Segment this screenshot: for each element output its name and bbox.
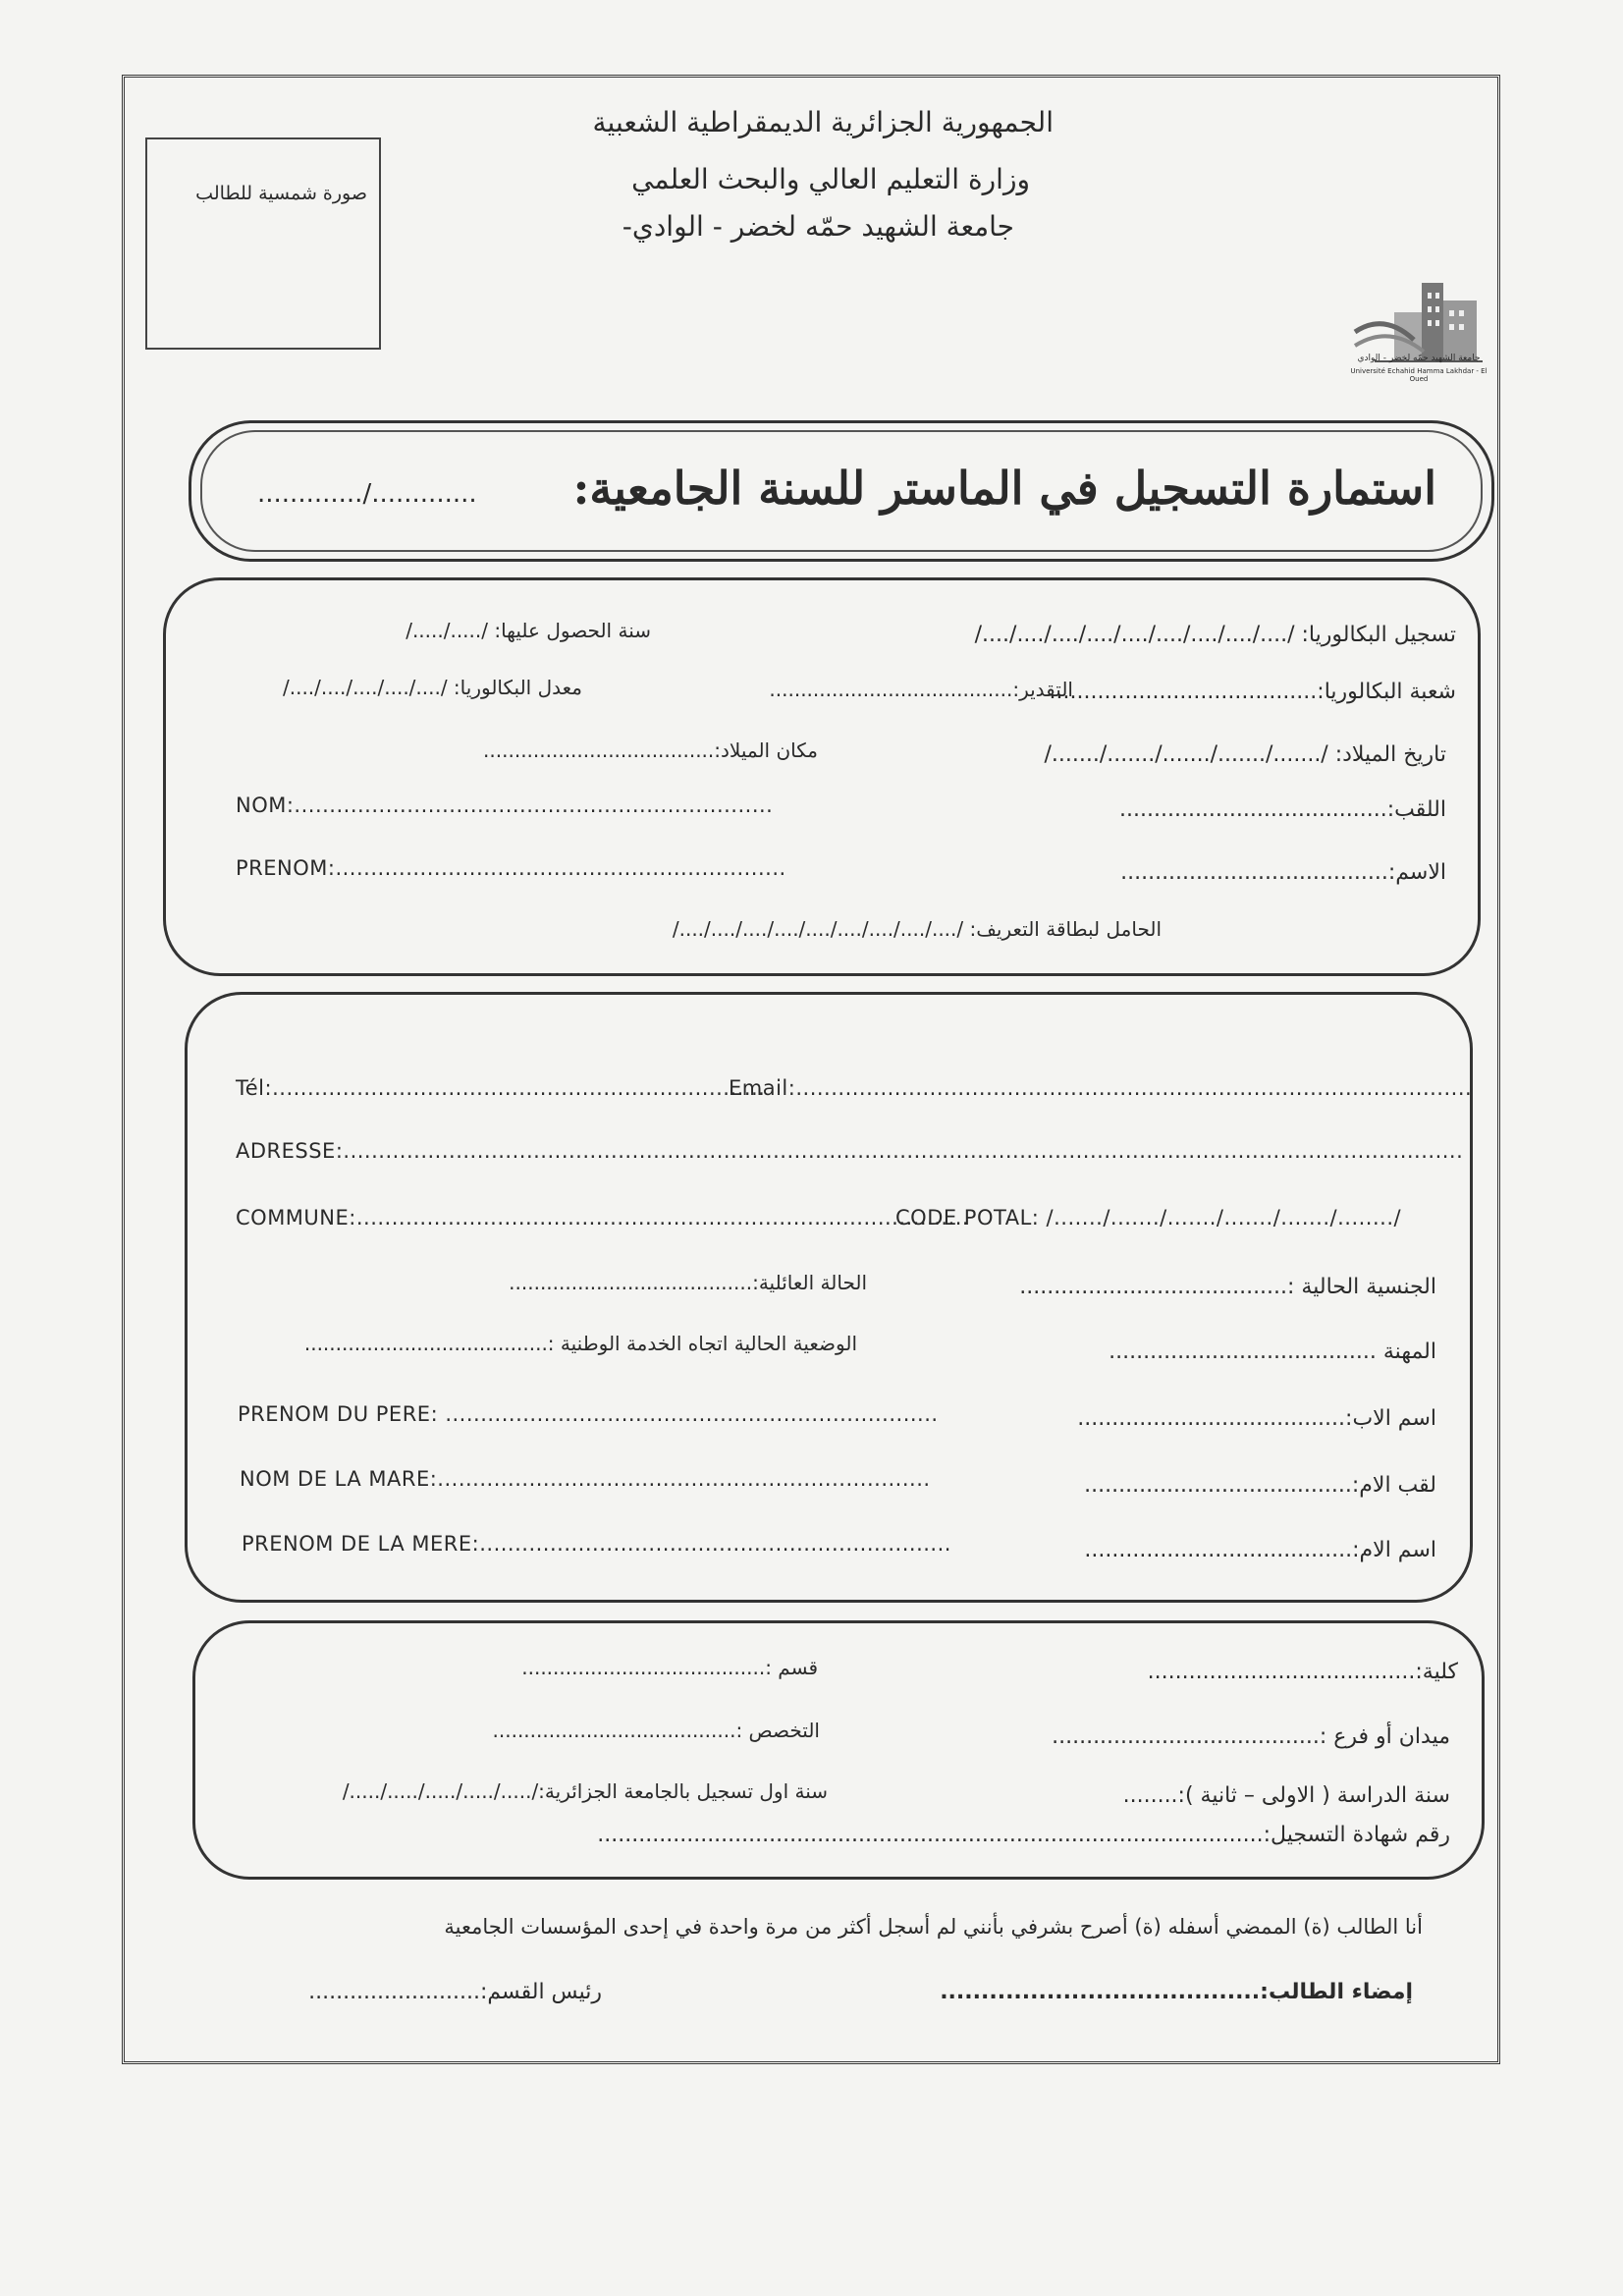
postal-code-field[interactable]: CODE POTAL: /......./......./......./......./......./......../ xyxy=(895,1206,1402,1230)
address-field[interactable]: ADRESSE:............................................................................................................................................................... xyxy=(236,1139,1464,1163)
mother-surname-ar-field[interactable]: لقب الام:....................................... xyxy=(1084,1473,1436,1498)
header-university: جامعة الشهيد حمّه لخضر - الوادي- xyxy=(622,210,1014,243)
form-title: استمارة التسجيل في الماستر للسنة الجامعية: xyxy=(572,462,1436,515)
bac-stream-field[interactable]: شعبة البكالوريا:....................................... xyxy=(1049,680,1456,704)
first-registration-field[interactable]: سنة اول تسجيل بالجامعة الجزائرية:/...../...../...../...../...../ xyxy=(342,1779,828,1803)
honor-declaration: أنا الطالب (ة) الممضي أسفله (ة) أصرح بشرفي بأنني لم أسجل أكثر من مرة واحدة في إحدى المؤسسات الجامعية xyxy=(444,1915,1423,1939)
year-obtained-field[interactable]: سنة الحصول عليها: /...../...../ xyxy=(406,619,651,642)
email-field[interactable]: Email:................................................................................................ xyxy=(729,1076,1473,1100)
mother-name-fr-field[interactable]: PRENOM DE LA MERE:................................................................... xyxy=(242,1532,951,1556)
academic-year-field[interactable]: ............./............. xyxy=(257,479,477,509)
certificate-number-field[interactable]: رقم شهادة التسجيل:................................................................................................. xyxy=(597,1823,1450,1847)
birth-date-field[interactable]: تاريخ الميلاد: /......./......./......./......./......./ xyxy=(1044,742,1446,767)
student-signature-field[interactable]: إمضاء الطالب:....................................... xyxy=(940,1980,1413,2004)
firstname-ar-field[interactable]: الاسم:....................................... xyxy=(1120,860,1446,885)
tel-field[interactable]: Tél:...................................................................... xyxy=(236,1076,766,1100)
profession-field[interactable]: المهنة ....................................... xyxy=(1109,1339,1436,1364)
department-field[interactable]: قسم :....................................... xyxy=(521,1656,818,1679)
specialty-field[interactable]: التخصص :....................................... xyxy=(492,1719,820,1742)
father-name-fr-field[interactable]: PRENOM DU PERE: ...................................................................... xyxy=(238,1402,939,1426)
header-ministry: وزارة التعليم العالي والبحث العلمي xyxy=(631,163,1030,195)
mother-surname-fr-field[interactable]: NOM DE LA MARE:...................................................................... xyxy=(240,1467,931,1491)
surname-ar-field[interactable]: اللقب:....................................... xyxy=(1119,797,1446,822)
marital-status-field[interactable]: الحالة العائلية:....................................... xyxy=(509,1271,867,1294)
id-card-field[interactable]: الحامل لبطاقة التعريف: /..../..../..../..../..../..../..../..../..../ xyxy=(672,917,1162,941)
surname-fr-field[interactable]: NOM:.................................................................... xyxy=(236,793,774,817)
father-name-ar-field[interactable]: اسم الاب:....................................... xyxy=(1077,1406,1436,1431)
bac-average-field[interactable]: معدل البكالوريا: /..../..../..../..../..../ xyxy=(283,676,582,699)
logo-subcaption: Université Echahid Hamma Lakhdar - El Oued xyxy=(1350,367,1488,383)
photo-label: صورة شمسية للطالب xyxy=(195,183,367,204)
logo-caption: جامعة الشهيد حمّه لخضر - الوادي xyxy=(1357,354,1481,363)
firstname-fr-field[interactable]: PRENOM:................................................................ xyxy=(236,856,786,880)
header-republic: الجمهورية الجزائرية الديمقراطية الشعبية xyxy=(592,106,1054,138)
student-photo-box[interactable] xyxy=(145,137,381,350)
faculty-field[interactable]: كلية:....................................... xyxy=(1147,1660,1458,1684)
birth-place-field[interactable]: مكان الميلاد:..................................... xyxy=(483,738,818,762)
grade-field[interactable]: التقدير:....................................... xyxy=(769,678,1073,701)
commune-field[interactable]: COMMUNE:....................................................................................... xyxy=(236,1206,970,1230)
dept-head-signature-field[interactable]: رئيس القسم:......................... xyxy=(308,1980,602,2004)
nationality-field[interactable]: الجنسية الحالية :....................................... xyxy=(1019,1275,1436,1299)
field-branch-field[interactable]: ميدان أو فرع :....................................... xyxy=(1052,1724,1450,1749)
mother-name-ar-field[interactable]: اسم الام:....................................... xyxy=(1084,1538,1436,1562)
study-year-field[interactable]: سنة الدراسة ( الاولى – ثانية ):........ xyxy=(1122,1783,1450,1808)
bac-registration-field[interactable]: تسجيل البكالوريا: /..../..../..../..../..../..../..../..../..../ xyxy=(974,623,1456,647)
military-status-field[interactable]: الوضعية الحالية اتجاه الخدمة الوطنية :....................................... xyxy=(303,1332,857,1355)
